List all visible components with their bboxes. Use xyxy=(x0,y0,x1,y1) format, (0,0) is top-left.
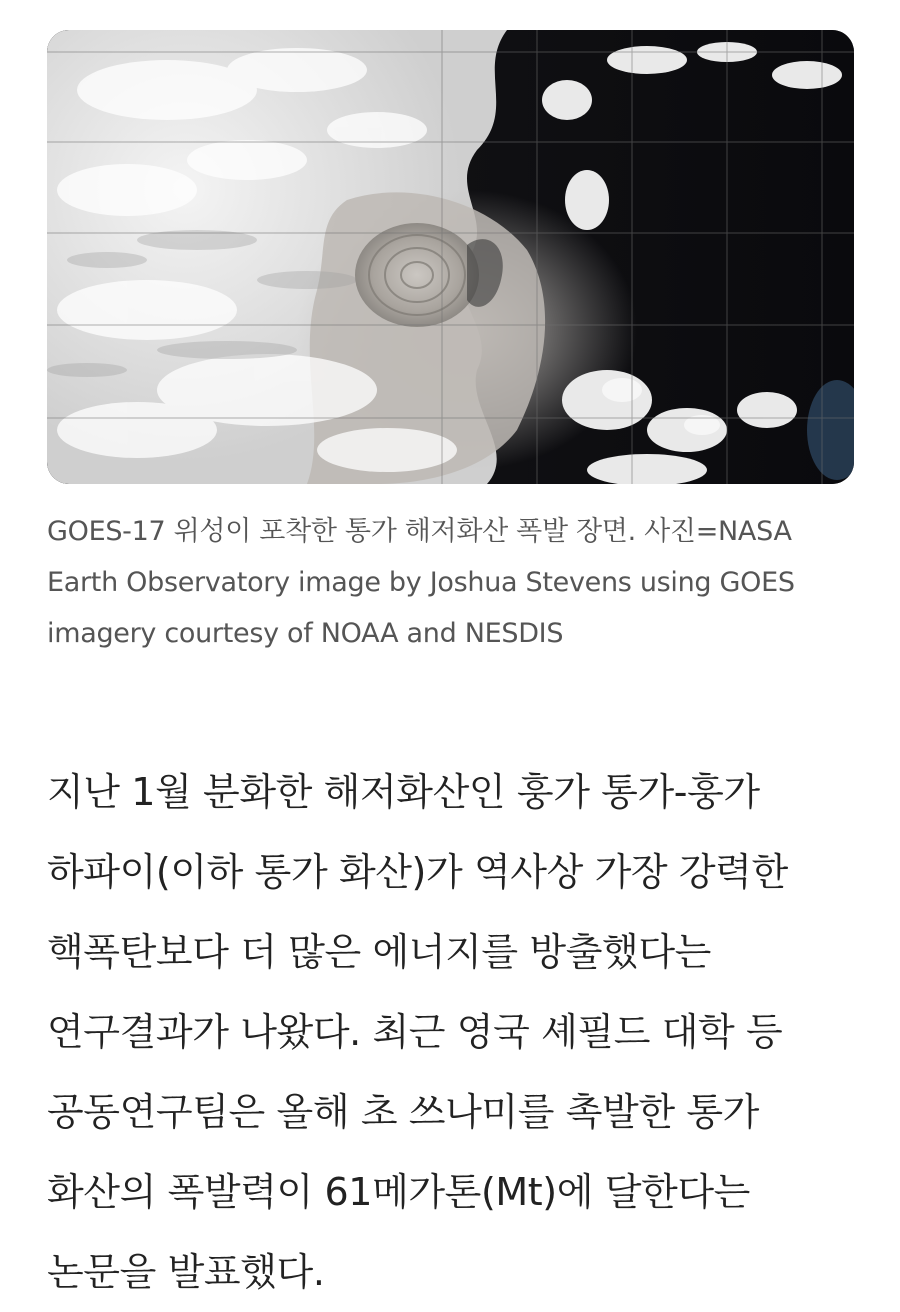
article-paragraph: 지난 1월 분화한 해저화산인 훙가 통가-훙가 하파이(이하 통가 화산)가 역사상 가장 강력한 핵폭탄보다 더 많은 에너지를 방출했다는 연구결과가 나왔다. 최근 영국 셰필드 대학 등 공동연구팀은 올해 초 쓰나미를 촉발한 통가 화산의 폭발력이 61메가톤(Mt)에 달한다는 논문을 발표했다. xyxy=(47,770,788,1294)
photo-caption: GOES-17 위성이 포착한 통가 해저화산 폭발 장면. 사진=NASA Earth Observatory image by Joshua Stevens using GOES imagery courtesy of NOAA and NESDIS xyxy=(47,516,795,649)
article xyxy=(47,30,855,1312)
satellite-image-svg xyxy=(47,30,854,484)
satellite-photo xyxy=(47,30,854,484)
